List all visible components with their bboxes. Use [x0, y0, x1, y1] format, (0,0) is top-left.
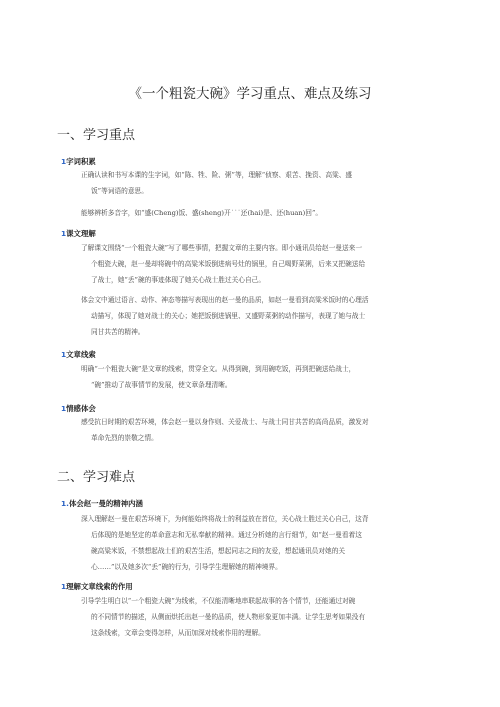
paragraph-line: 感受抗日时期的艰苦环境，体会赵一曼以身作则、关爱战士、与战士同甘共苦的高尚品质，激发对 [81, 418, 369, 426]
section-heading-difficulties: 二、学习难点 [57, 470, 136, 485]
paragraph [81, 292, 450, 340]
subheading-label: 课文理解 [66, 229, 96, 238]
subheading-clue-role [61, 581, 133, 592]
paragraph-line: 了解课文围绕“一个粗瓷大碗”写了哪些事情，把握文章的主要内容。即小通讯员给赵一曼送来一 [81, 244, 363, 252]
paragraph-line: 心……”以及她多次“丢”碗的行为，引导学生理解她的精神境界。 [91, 563, 282, 571]
paragraph [81, 593, 450, 641]
paragraph-line: 动描写，体现了她对战士的关心；她把饭倒进锅里、又盛野菜粥的动作描写，表现了她与战士 [91, 312, 366, 320]
subheading-text-understanding [61, 228, 96, 239]
paragraph-line: 同甘共苦的精神。 [91, 328, 145, 336]
bullet-marker: 1 [61, 582, 67, 591]
subheading-label: 情感体会 [66, 404, 96, 413]
page-title: 《一个粗瓷大碗》学习重点、难点及练习 [128, 86, 372, 102]
paragraph-line: 了战士，她“丢”碗的事迹体现了她关心战士胜过关心自己。 [91, 276, 266, 284]
paragraph-line: “碗”推动了故事情节的发展，使文章条理清晰。 [91, 381, 232, 389]
subheading-label: 体会赵一曼的精神内涵 [68, 499, 143, 508]
subheading-vocabulary [61, 156, 96, 167]
paragraph-line: 碗高粱米饭，不禁想起战士们的艰苦生活，想起同志之间的友爱，想起通讯员对她的关 [91, 547, 346, 555]
paragraph-line: 的不同情节的描述，从侧面烘托出赵一曼的品质，使人物形象更加丰满。让学生思考如果没有 [91, 613, 366, 621]
paragraph-line: 体会文中通过语言、动作、神态等描写表现出的赵一曼的品质，如赵一曼看到高粱米饭时的心理活 [81, 296, 369, 304]
paragraph-line: 引导学生明白以“一个粗瓷大碗”为线索，不仅能清晰地串联起故事的各个情节，还能通过对碗 [81, 597, 356, 605]
paragraph-line: 能够辨析多音字，如“盛(Cheng)饭、盛(sheng)开˙˙˙还(hai)是、还(huan)回”。 [81, 209, 323, 217]
paragraph-line: 个粗瓷大碗，赵一曼却将碗中的高粱米饭倒进病号灶的锅里，自己喝野菜粥，后来又把碗送给 [91, 260, 366, 268]
paragraph-line: 深入理解赵一曼在艰苦环境下，为何能始终将战士的利益放在首位，关心战士胜过关心自己，这背 [81, 515, 369, 523]
section-heading-key-points: 一、学习重点 [57, 128, 136, 143]
paragraph-line: 饭”等词语的意思。 [91, 187, 148, 195]
paragraph-line: 革命先烈的崇敬之情。 [91, 434, 158, 442]
bullet-marker: 1. [61, 499, 69, 508]
subheading-label: 字词积累 [66, 157, 96, 166]
bullet-marker: 1 [61, 157, 67, 166]
subheading-article-clue [61, 349, 96, 360]
paragraph-line: 正确认读和书写本课的生字词，如“陈、牲、险、粥”等，理解“侦察、艰苦、挽资、高粱、盛 [81, 171, 353, 179]
subheading-label: 文章线索 [66, 350, 96, 359]
paragraph-line: 后体现的是她坚定的革命意志和无私奉献的精神。通过分析她的言行细节，如“赵一曼看着这 [91, 531, 362, 539]
paragraph-line: 明确“一个粗瓷大碗”是文章的线索，贯穿全文。从得到碗，到用碗吃饭，再到把碗送给战士， [81, 365, 356, 373]
bullet-marker: 1 [61, 229, 67, 238]
bullet-marker: 1 [61, 350, 67, 359]
paragraph [81, 361, 450, 393]
paragraph [81, 414, 450, 446]
paragraph [81, 240, 450, 288]
paragraph [81, 511, 450, 575]
paragraph [81, 167, 450, 199]
paragraph [81, 205, 450, 221]
paragraph-line: 这条线索，文章会变得怎样，从而加深对线索作用的理解。 [91, 629, 265, 637]
subheading-label: 理解文章线索的作用 [66, 582, 133, 591]
subheading-spirit [61, 498, 143, 509]
bullet-marker: 1 [61, 404, 67, 413]
subheading-emotion [61, 403, 96, 414]
